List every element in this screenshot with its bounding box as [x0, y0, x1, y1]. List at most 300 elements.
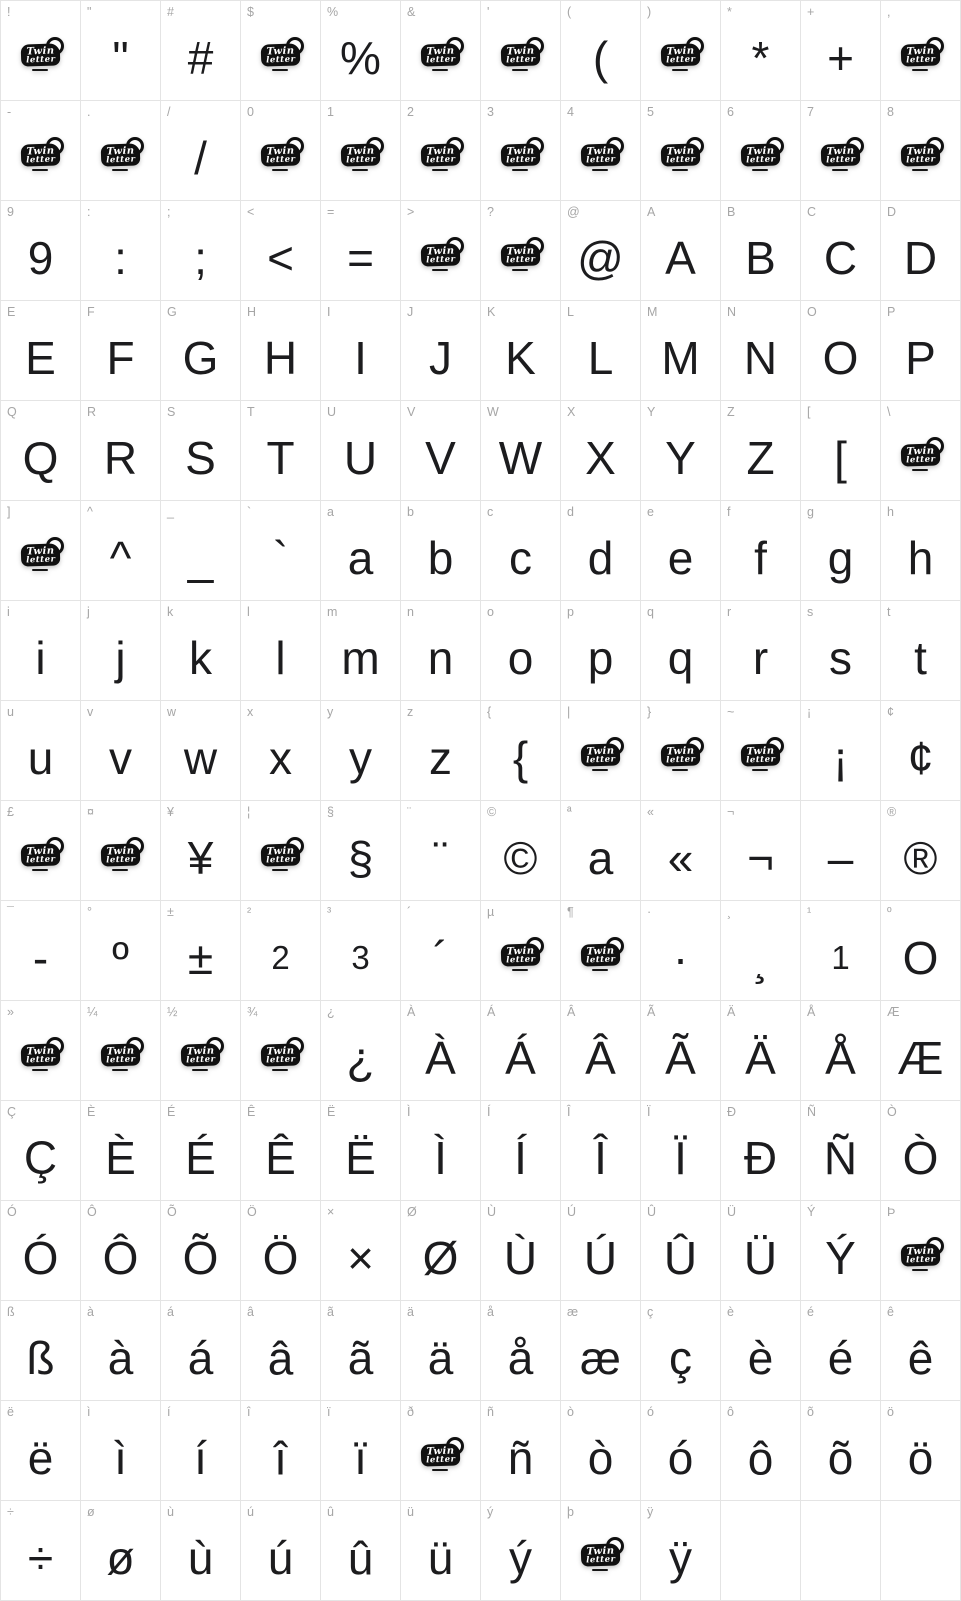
- glyph-cell: [881, 501, 961, 601]
- logo-text-line2: letter: [185, 1054, 216, 1066]
- glyph-cell: [161, 1201, 241, 1301]
- glyph-code-label: [807, 805, 811, 819]
- glyph-code-label: è: [727, 1305, 734, 1319]
- glyph-code-label: ç: [647, 1305, 654, 1319]
- glyph-preview: ø: [106, 1531, 135, 1584]
- glyph-preview: õ: [827, 1431, 854, 1484]
- twinletter-watermark-logo: [661, 44, 700, 71]
- glyph-preview: ã: [347, 1331, 374, 1384]
- glyph-code-label: 7: [807, 105, 814, 119]
- glyph-code-label: H: [247, 305, 257, 319]
- glyph-code-label: K: [487, 305, 496, 319]
- glyph-code-label: ¼: [87, 1005, 98, 1019]
- glyph-cell: [801, 1201, 881, 1301]
- glyph-cell: [641, 1001, 721, 1101]
- glyph-cell: [1, 1501, 81, 1601]
- glyph-code-label: È: [87, 1105, 96, 1119]
- glyph-cell: [801, 401, 881, 501]
- glyph-cell: [241, 1201, 321, 1301]
- glyph-cell: [1, 501, 81, 601]
- logo-text-line2: letter: [745, 154, 776, 166]
- logo-blob: [340, 144, 380, 167]
- glyph-cell: [1, 401, 81, 501]
- glyph-cell: [321, 1, 401, 101]
- logo-text-line2: letter: [585, 954, 616, 966]
- glyph-preview: Ä: [745, 1031, 776, 1084]
- glyph-code-label: ': [487, 5, 490, 19]
- glyph-code-label: ~: [727, 705, 735, 719]
- glyph-preview: ÿ: [669, 1531, 692, 1584]
- glyph-code-label: ¦: [247, 805, 251, 819]
- glyph-cell: [561, 1101, 641, 1201]
- empty-cell: [721, 1501, 801, 1601]
- glyph-code-label: I: [327, 305, 331, 319]
- logo-text-line1: Twin: [906, 445, 935, 458]
- glyph-cell: [801, 901, 881, 1001]
- glyph-cell: [321, 1501, 401, 1601]
- glyph-preview: F: [106, 331, 135, 384]
- glyph-cell: [401, 501, 481, 601]
- glyph-preview: À: [425, 1031, 456, 1084]
- glyph-cell: [81, 401, 161, 501]
- glyph-code-label: ¢: [887, 705, 894, 719]
- glyph-preview: -: [32, 931, 49, 984]
- glyph-cell: [561, 301, 641, 401]
- twinletter-watermark-logo: [741, 144, 780, 171]
- logo-blob: [660, 744, 700, 767]
- glyph-code-label: ¸: [727, 905, 732, 919]
- glyph-code-label: u: [7, 705, 14, 719]
- glyph-preview: å: [507, 1331, 534, 1384]
- glyph-code-label: V: [407, 405, 416, 419]
- glyph-preview: X: [585, 431, 616, 484]
- glyph-code-label: Ï: [647, 1105, 651, 1119]
- glyph-preview: i: [35, 631, 46, 684]
- glyph-code-label: W: [487, 405, 499, 419]
- glyph-code-label: #: [167, 5, 174, 19]
- glyph-preview: b: [427, 531, 454, 584]
- glyph-cell: [801, 701, 881, 801]
- glyph-code-label: ·: [647, 905, 652, 919]
- glyph-code-label: *: [727, 5, 732, 19]
- glyph-code-label: t: [887, 605, 891, 619]
- logo-blob: [900, 444, 940, 467]
- glyph-preview: S: [185, 431, 216, 484]
- glyph-cell: [81, 1, 161, 101]
- glyph-code-label: ù: [167, 1505, 174, 1519]
- glyph-cell: [401, 1201, 481, 1301]
- glyph-code-label: à: [87, 1305, 94, 1319]
- glyph-code-label: ô: [727, 1405, 734, 1419]
- logo-blob: [260, 1044, 300, 1067]
- glyph-cell: [81, 201, 161, 301]
- glyph-preview: º: [112, 931, 129, 984]
- logo-text-line1: Twin: [426, 145, 455, 158]
- logo-text-line1: Twin: [506, 145, 535, 158]
- glyph-cell: [481, 401, 561, 501]
- glyph-preview: Ñ: [823, 1131, 858, 1184]
- glyph-preview: Ù: [503, 1231, 538, 1284]
- glyph-preview: Ý: [825, 1231, 856, 1284]
- logo-text-line1: Twin: [266, 845, 295, 858]
- glyph-preview: a: [347, 531, 374, 584]
- glyph-code-label: Ú: [567, 1205, 577, 1219]
- glyph-preview: Ú: [583, 1231, 618, 1284]
- glyph-code-label: +: [807, 5, 815, 19]
- logo-blob: [900, 1244, 940, 1267]
- twinletter-watermark-logo: [581, 744, 620, 771]
- glyph-code-label: 8: [887, 105, 894, 119]
- glyph-cell: [321, 1401, 401, 1501]
- glyph-cell: [1, 701, 81, 801]
- logo-text-line2: letter: [905, 454, 936, 466]
- logo-underline: [32, 869, 48, 871]
- logo-blob: [580, 944, 620, 967]
- glyph-cell: [641, 1401, 721, 1501]
- glyph-preview: 9: [27, 231, 54, 284]
- logo-text-line2: letter: [505, 954, 536, 966]
- glyph-preview: E: [25, 331, 56, 384]
- glyph-preview: O: [902, 931, 939, 984]
- glyph-code-label: Ö: [247, 1205, 257, 1219]
- glyph-cell: [161, 1101, 241, 1201]
- glyph-code-label: ÷: [7, 1505, 14, 1519]
- glyph-cell: [881, 1401, 961, 1501]
- glyph-code-label: ª: [567, 805, 572, 819]
- twinletter-watermark-logo: [821, 144, 860, 171]
- twinletter-watermark-logo: [501, 144, 540, 171]
- glyph-code-label: ¶: [567, 905, 574, 919]
- glyph-code-label: y: [327, 705, 334, 719]
- glyph-preview: u: [27, 731, 54, 784]
- glyph-preview: a: [587, 831, 614, 884]
- glyph-cell: [401, 801, 481, 901]
- logo-text-line2: letter: [25, 554, 56, 566]
- glyph-code-label: Ç: [7, 1105, 17, 1119]
- logo-text-line1: Twin: [506, 245, 535, 258]
- glyph-cell: [561, 1001, 641, 1101]
- glyph-code-label: ¿: [327, 1005, 335, 1019]
- twinletter-watermark-logo: [101, 844, 140, 871]
- glyph-code-label: 4: [567, 105, 574, 119]
- logo-text-line1: Twin: [26, 845, 55, 858]
- glyph-preview: ": [112, 31, 129, 84]
- glyph-code-label: ©: [487, 805, 497, 819]
- glyph-code-label: m: [327, 605, 338, 619]
- logo-text-line2: letter: [585, 154, 616, 166]
- glyph-cell: [401, 901, 481, 1001]
- glyph-cell: [641, 301, 721, 401]
- glyph-cell: [481, 601, 561, 701]
- glyph-cell: [241, 401, 321, 501]
- glyph-code-label: ¾: [247, 1005, 258, 1019]
- glyph-cell: [481, 1001, 561, 1101]
- glyph-preview: k: [189, 631, 212, 684]
- glyph-preview: r: [752, 631, 769, 684]
- glyph-cell: [161, 1001, 241, 1101]
- glyph-cell: [801, 1401, 881, 1501]
- glyph-preview: T: [266, 431, 295, 484]
- glyph-preview: Ô: [102, 1231, 139, 1284]
- logo-underline: [752, 169, 768, 171]
- glyph-code-label: }: [647, 705, 652, 719]
- glyph-preview: –: [827, 831, 854, 884]
- glyph-cell: [401, 401, 481, 501]
- glyph-cell: [641, 401, 721, 501]
- glyph-code-label: Y: [647, 405, 656, 419]
- glyph-cell: [241, 201, 321, 301]
- glyph-cell: [81, 1101, 161, 1201]
- glyph-cell: [321, 1101, 401, 1201]
- glyph-code-label: Ì: [407, 1105, 411, 1119]
- glyph-preview: Å: [825, 1031, 856, 1084]
- logo-text-line2: letter: [425, 154, 456, 166]
- glyph-code-label: ²: [247, 905, 252, 919]
- logo-blob: [420, 144, 460, 167]
- glyph-preview: ´: [432, 931, 449, 984]
- glyph-preview: n: [427, 631, 454, 684]
- twinletter-watermark-logo: [21, 144, 60, 171]
- logo-blob: [100, 144, 140, 167]
- glyph-cell: [641, 1301, 721, 1401]
- glyph-code-label: ü: [407, 1505, 414, 1519]
- logo-text-line1: Twin: [586, 145, 615, 158]
- logo-text-line2: letter: [105, 1054, 136, 1066]
- glyph-cell: [81, 1501, 161, 1601]
- glyph-cell: [801, 601, 881, 701]
- glyph-code-label: {: [487, 705, 492, 719]
- glyph-code-label: ë: [7, 1405, 14, 1419]
- logo-text-line2: letter: [265, 154, 296, 166]
- glyph-code-label: `: [247, 505, 252, 519]
- glyph-cell: [641, 201, 721, 301]
- glyph-cell: [1, 1, 81, 101]
- glyph-preview: m: [341, 631, 380, 684]
- twinletter-watermark-logo: [901, 1244, 940, 1271]
- glyph-cell: [321, 1201, 401, 1301]
- logo-text-line2: letter: [825, 154, 856, 166]
- glyph-code-label: Å: [807, 1005, 816, 1019]
- glyph-code-label: Ò: [887, 1105, 897, 1119]
- glyph-code-label: ): [647, 5, 652, 19]
- glyph-code-label: º: [887, 905, 892, 919]
- glyph-cell: [1, 1301, 81, 1401]
- glyph-code-label: k: [167, 605, 174, 619]
- glyph-preview: Ï: [674, 1131, 687, 1184]
- glyph-code-label: Ü: [727, 1205, 737, 1219]
- glyph-preview: Ë: [345, 1131, 376, 1184]
- glyph-code-label: r: [727, 605, 732, 619]
- glyph-cell: [321, 1001, 401, 1101]
- logo-underline: [512, 69, 528, 71]
- glyph-code-label: Õ: [167, 1205, 177, 1219]
- glyph-code-label: é: [807, 1305, 814, 1319]
- glyph-preview: û: [347, 1531, 374, 1584]
- logo-underline: [752, 769, 768, 771]
- glyph-code-label: ´: [407, 905, 412, 919]
- glyph-preview: p: [587, 631, 614, 684]
- glyph-cell: [881, 701, 961, 801]
- logo-text-line1: Twin: [106, 1045, 135, 1058]
- glyph-code-label: A: [647, 205, 656, 219]
- glyph-code-label: ý: [487, 1505, 494, 1519]
- glyph-preview: Ê: [265, 1131, 296, 1184]
- glyph-code-label: G: [167, 305, 177, 319]
- glyph-cell: [561, 1201, 641, 1301]
- twinletter-watermark-logo: [901, 444, 940, 471]
- logo-text-line2: letter: [425, 54, 456, 66]
- glyph-cell: [641, 901, 721, 1001]
- logo-blob: [740, 744, 780, 767]
- glyph-code-label: P: [887, 305, 896, 319]
- glyph-code-label: í: [167, 1405, 171, 1419]
- glyph-preview: v: [109, 731, 132, 784]
- twinletter-watermark-logo: [421, 44, 460, 71]
- glyph-code-label: U: [327, 405, 337, 419]
- twinletter-watermark-logo: [901, 44, 940, 71]
- glyph-cell: [241, 101, 321, 201]
- glyph-cell: [321, 301, 401, 401]
- logo-blob: [260, 144, 300, 167]
- glyph-code-label: Ã: [647, 1005, 656, 1019]
- glyph-code-label: o: [487, 605, 494, 619]
- logo-text-line1: Twin: [426, 245, 455, 258]
- glyph-code-label: %: [327, 5, 339, 19]
- glyph-cell: [161, 601, 241, 701]
- glyph-preview: ö: [907, 1431, 934, 1484]
- glyph-code-label: æ: [567, 1305, 579, 1319]
- glyph-code-label: ^: [87, 505, 93, 519]
- glyph-cell: [1, 1401, 81, 1501]
- glyph-cell: [641, 601, 721, 701]
- glyph-cell: [801, 801, 881, 901]
- glyph-cell: [1, 1201, 81, 1301]
- twinletter-watermark-logo: [261, 844, 300, 871]
- glyph-preview: c: [509, 531, 532, 584]
- glyph-preview: æ: [580, 1331, 621, 1384]
- glyph-cell: [721, 501, 801, 601]
- glyph-code-label: ,: [887, 5, 891, 19]
- glyph-cell: [561, 1, 641, 101]
- glyph-cell: [721, 1301, 801, 1401]
- twinletter-watermark-logo: [661, 744, 700, 771]
- logo-blob: [20, 544, 60, 567]
- glyph-cell: [721, 1101, 801, 1201]
- glyph-cell: [401, 201, 481, 301]
- glyph-code-label: Á: [487, 1005, 496, 1019]
- logo-text-line1: Twin: [906, 1245, 935, 1258]
- logo-text-line2: letter: [585, 1554, 616, 1566]
- glyph-preview: ë: [27, 1431, 54, 1484]
- logo-text-line2: letter: [665, 54, 696, 66]
- glyph-cell: [721, 1001, 801, 1101]
- glyph-preview: /: [194, 131, 207, 184]
- glyph-code-label: Í: [487, 1105, 491, 1119]
- glyph-preview: P: [905, 331, 936, 384]
- glyph-code-label: Ð: [727, 1105, 737, 1119]
- glyph-preview: ¥: [187, 831, 214, 884]
- glyph-code-label: n: [407, 605, 414, 619]
- glyph-code-label: Ý: [807, 1205, 816, 1219]
- logo-blob: [500, 44, 540, 67]
- logo-text-line1: Twin: [26, 145, 55, 158]
- twinletter-watermark-logo: [901, 144, 940, 171]
- logo-text-line2: letter: [505, 254, 536, 266]
- glyph-code-label: 5: [647, 105, 654, 119]
- logo-blob: [420, 244, 460, 267]
- glyph-code-label: Ù: [487, 1205, 497, 1219]
- glyph-preview: ý: [509, 1531, 532, 1584]
- logo-text-line2: letter: [25, 854, 56, 866]
- glyph-cell: [641, 1201, 721, 1301]
- glyph-preview: ñ: [507, 1431, 534, 1484]
- twinletter-watermark-logo: [101, 1044, 140, 1071]
- logo-text-line2: letter: [345, 154, 376, 166]
- logo-underline: [112, 869, 128, 871]
- glyph-cell: [561, 1501, 641, 1601]
- glyph-cell: [881, 1001, 961, 1101]
- glyph-cell: [721, 101, 801, 201]
- glyph-code-label: (: [567, 5, 572, 19]
- logo-underline: [432, 1469, 448, 1471]
- glyph-code-label: s: [807, 605, 814, 619]
- glyph-cell: [1, 1001, 81, 1101]
- twinletter-watermark-logo: [21, 44, 60, 71]
- glyph-code-label: j: [87, 605, 90, 619]
- glyph-cell: [1, 101, 81, 201]
- glyph-code-label: É: [167, 1105, 176, 1119]
- glyph-code-label: ß: [7, 1305, 15, 1319]
- logo-blob: [500, 944, 540, 967]
- glyph-cell: [481, 1301, 561, 1401]
- glyph-preview: Ã: [665, 1031, 696, 1084]
- logo-blob: [660, 44, 700, 67]
- glyph-cell: [721, 301, 801, 401]
- glyph-preview: q: [667, 631, 694, 684]
- glyph-cell: [81, 601, 161, 701]
- glyph-cell: [401, 1301, 481, 1401]
- glyph-preview: +: [827, 31, 854, 84]
- glyph-code-label: Â: [567, 1005, 576, 1019]
- logo-underline: [512, 969, 528, 971]
- twinletter-watermark-logo: [21, 844, 60, 871]
- glyph-cell: [321, 401, 401, 501]
- glyph-cell: [161, 101, 241, 201]
- glyph-cell: [241, 901, 321, 1001]
- logo-text-line2: letter: [505, 54, 536, 66]
- glyph-preview: ±: [187, 931, 214, 984]
- glyph-cell: [801, 1301, 881, 1401]
- logo-blob: [580, 144, 620, 167]
- glyph-preview: B: [745, 231, 776, 284]
- glyph-cell: [241, 1301, 321, 1401]
- glyph-preview: ×: [347, 1231, 374, 1284]
- glyph-code-label: :: [87, 205, 91, 219]
- glyph-cell: [801, 1101, 881, 1201]
- glyph-preview: Ó: [22, 1231, 59, 1284]
- logo-text-line1: Twin: [106, 145, 135, 158]
- glyph-code-label: 3: [487, 105, 494, 119]
- glyph-cell: [721, 1, 801, 101]
- glyph-cell: [721, 201, 801, 301]
- glyph-cell: [401, 1101, 481, 1201]
- glyph-code-label: û: [327, 1505, 334, 1519]
- glyph-preview: V: [425, 431, 456, 484]
- logo-text-line2: letter: [585, 754, 616, 766]
- logo-text-line2: letter: [265, 1054, 296, 1066]
- glyph-preview: 2: [271, 939, 290, 976]
- glyph-cell: [1, 301, 81, 401]
